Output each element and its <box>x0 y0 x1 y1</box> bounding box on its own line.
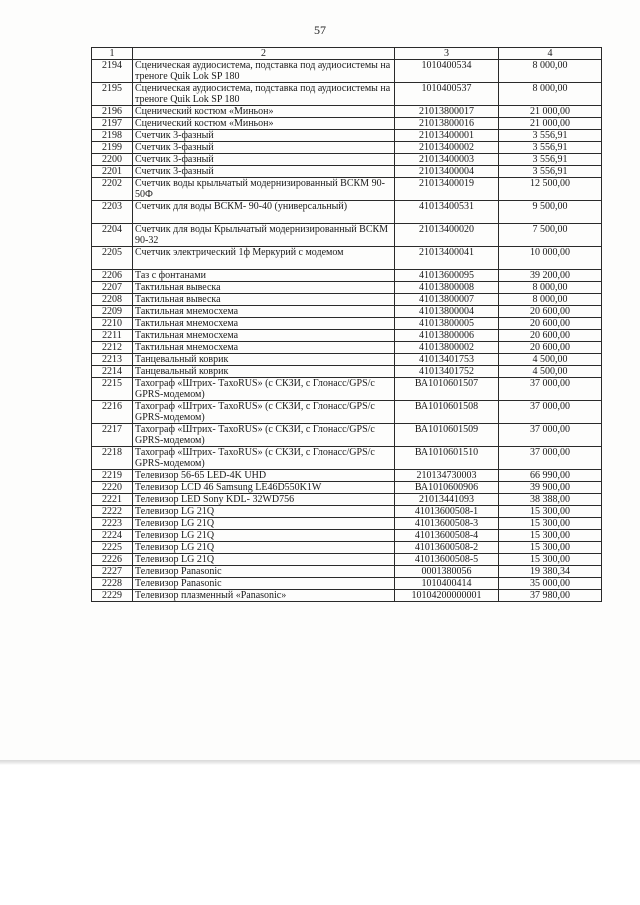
inventory-code-cell: ВА1010601510 <box>395 447 499 470</box>
row-number-cell: 2224 <box>92 530 133 542</box>
table-body <box>92 60 602 602</box>
item-value-cell: 37 980,00 <box>499 590 602 602</box>
inventory-code-cell: 10104200000001 <box>395 590 499 602</box>
item-name-cell: Счетчик для воды ВСКМ- 90-40 (универсальный) <box>133 201 395 224</box>
inventory-code-cell: 41013400531 <box>395 201 499 224</box>
inventory-code-cell: 41013401753 <box>395 354 499 366</box>
column-header-2: 2 <box>133 48 395 60</box>
table-row <box>92 447 602 470</box>
item-name-cell: Телевизор плазменный «Panasonic» <box>133 590 395 602</box>
item-value-cell: 7 500,00 <box>499 224 602 247</box>
inventory-code-cell: 21013400041 <box>395 247 499 270</box>
item-value-cell: 21 000,00 <box>499 106 602 118</box>
page-edge-shadow <box>0 760 640 765</box>
row-number-cell: 2225 <box>92 542 133 554</box>
table-row <box>92 354 602 366</box>
item-value-cell: 3 556,91 <box>499 154 602 166</box>
item-value-cell: 21 000,00 <box>499 118 602 130</box>
table-row <box>92 294 602 306</box>
item-value-cell: 15 300,00 <box>499 506 602 518</box>
item-name-cell: Телевизор Panasonic <box>133 566 395 578</box>
table-row <box>92 542 602 554</box>
row-number-cell: 2217 <box>92 424 133 447</box>
row-number-cell: 2221 <box>92 494 133 506</box>
header-row <box>92 48 602 60</box>
item-value-cell: 3 556,91 <box>499 142 602 154</box>
table-row <box>92 378 602 401</box>
row-number-cell: 2201 <box>92 166 133 178</box>
table-row <box>92 166 602 178</box>
table-row <box>92 247 602 270</box>
table-row <box>92 318 602 330</box>
page-number: 57 <box>314 23 326 37</box>
table-row <box>92 401 602 424</box>
inventory-code-cell: 41013600508-2 <box>395 542 499 554</box>
item-name-cell: Телевизор LG 21Q <box>133 518 395 530</box>
item-value-cell: 38 388,00 <box>499 494 602 506</box>
table-row <box>92 178 602 201</box>
row-number-cell: 2222 <box>92 506 133 518</box>
item-value-cell: 37 000,00 <box>499 378 602 401</box>
inventory-code-cell: 21013800016 <box>395 118 499 130</box>
item-value-cell: 15 300,00 <box>499 554 602 566</box>
item-value-cell: 3 556,91 <box>499 166 602 178</box>
item-name-cell: Телевизор LG 21Q <box>133 530 395 542</box>
inventory-code-cell: 21013400002 <box>395 142 499 154</box>
row-number-cell: 2214 <box>92 366 133 378</box>
row-number-cell: 2219 <box>92 470 133 482</box>
item-name-cell: Счетчик 3-фазный <box>133 166 395 178</box>
row-number-cell: 2195 <box>92 83 133 106</box>
row-number-cell: 2204 <box>92 224 133 247</box>
row-number-cell: 2210 <box>92 318 133 330</box>
column-header-1: 1 <box>92 48 133 60</box>
inventory-code-cell: ВА1010600906 <box>395 482 499 494</box>
table-row <box>92 342 602 354</box>
table-row <box>92 282 602 294</box>
item-name-cell: Тактильная вывеска <box>133 294 395 306</box>
item-name-cell: Телевизор LG 21Q <box>133 542 395 554</box>
item-value-cell: 35 000,00 <box>499 578 602 590</box>
table-row <box>92 578 602 590</box>
row-number-cell: 2202 <box>92 178 133 201</box>
row-number-cell: 2203 <box>92 201 133 224</box>
item-name-cell: Телевизор LG 21Q <box>133 554 395 566</box>
inventory-code-cell: 21013800017 <box>395 106 499 118</box>
item-name-cell: Танцевальный коврик <box>133 354 395 366</box>
item-name-cell: Тактильная мнемосхема <box>133 318 395 330</box>
row-number-cell: 2208 <box>92 294 133 306</box>
row-number-cell: 2206 <box>92 270 133 282</box>
item-name-cell: Счетчик 3-фазный <box>133 130 395 142</box>
item-value-cell: 39 900,00 <box>499 482 602 494</box>
row-number-cell: 2216 <box>92 401 133 424</box>
table-row <box>92 506 602 518</box>
table-row <box>92 83 602 106</box>
inventory-code-cell: 41013600508-4 <box>395 530 499 542</box>
table-row <box>92 142 602 154</box>
row-number-cell: 2209 <box>92 306 133 318</box>
item-name-cell: Счетчик 3-фазный <box>133 142 395 154</box>
item-name-cell: Тахограф «Штрих- ТахоRUS» (с СКЗИ, с Глонасс/GPS/с GPRS-модемом) <box>133 424 395 447</box>
row-number-cell: 2227 <box>92 566 133 578</box>
inventory-code-cell: 41013401752 <box>395 366 499 378</box>
item-name-cell: Тактильная мнемосхема <box>133 306 395 318</box>
item-value-cell: 19 380,34 <box>499 566 602 578</box>
row-number-cell: 2212 <box>92 342 133 354</box>
item-name-cell: Тахограф «Штрих- ТахоRUS» (с СКЗИ, с Глонасс/GPS/с GPRS-модемом) <box>133 401 395 424</box>
table-row <box>92 366 602 378</box>
inventory-code-cell: 41013800008 <box>395 282 499 294</box>
inventory-table <box>91 47 602 602</box>
inventory-code-cell: 1010400537 <box>395 83 499 106</box>
item-value-cell: 20 600,00 <box>499 342 602 354</box>
table-row <box>92 530 602 542</box>
table-row <box>92 554 602 566</box>
table-row <box>92 518 602 530</box>
item-name-cell: Тактильная вывеска <box>133 282 395 294</box>
item-name-cell: Телевизор 56-65 LED-4K UHD <box>133 470 395 482</box>
inventory-code-cell: 41013800006 <box>395 330 499 342</box>
inventory-code-cell: 21013400001 <box>395 130 499 142</box>
inventory-code-cell: 21013400019 <box>395 178 499 201</box>
inventory-code-cell: 41013600095 <box>395 270 499 282</box>
item-name-cell: Таз с фонтанами <box>133 270 395 282</box>
table-row <box>92 494 602 506</box>
row-number-cell: 2218 <box>92 447 133 470</box>
item-value-cell: 20 600,00 <box>499 306 602 318</box>
inventory-code-cell: ВА1010601507 <box>395 378 499 401</box>
row-number-cell: 2194 <box>92 60 133 83</box>
item-value-cell: 8 000,00 <box>499 60 602 83</box>
item-name-cell: Тахограф «Штрих- ТахоRUS» (с СКЗИ, с Глонасс/GPS/с GPRS-модемом) <box>133 447 395 470</box>
table-row <box>92 224 602 247</box>
item-name-cell: Телевизор Panasonic <box>133 578 395 590</box>
item-name-cell: Сценическая аудиосистема, подставка под аудиосистемы на треноге Quik Lok SP 180 <box>133 60 395 83</box>
row-number-cell: 2200 <box>92 154 133 166</box>
row-number-cell: 2213 <box>92 354 133 366</box>
row-number-cell: 2228 <box>92 578 133 590</box>
item-name-cell: Счетчик электрический 1ф Меркурий с модемом <box>133 247 395 270</box>
inventory-code-cell: 41013600508-3 <box>395 518 499 530</box>
item-value-cell: 8 000,00 <box>499 282 602 294</box>
row-number-cell: 2205 <box>92 247 133 270</box>
column-header-3: 3 <box>395 48 499 60</box>
item-value-cell: 39 200,00 <box>499 270 602 282</box>
item-value-cell: 4 500,00 <box>499 354 602 366</box>
table-row <box>92 154 602 166</box>
inventory-code-cell: 41013800002 <box>395 342 499 354</box>
inventory-code-cell: 21013400020 <box>395 224 499 247</box>
item-name-cell: Танцевальный коврик <box>133 366 395 378</box>
inventory-code-cell: 0001380056 <box>395 566 499 578</box>
row-number-cell: 2196 <box>92 106 133 118</box>
item-value-cell: 37 000,00 <box>499 401 602 424</box>
item-value-cell: 15 300,00 <box>499 542 602 554</box>
inventory-code-cell: 1010400414 <box>395 578 499 590</box>
item-value-cell: 12 500,00 <box>499 178 602 201</box>
table-row <box>92 270 602 282</box>
inventory-code-cell: ВА1010601508 <box>395 401 499 424</box>
item-name-cell: Тактильная мнемосхема <box>133 342 395 354</box>
inventory-code-cell: 210134730003 <box>395 470 499 482</box>
row-number-cell: 2199 <box>92 142 133 154</box>
item-value-cell: 10 000,00 <box>499 247 602 270</box>
table-row <box>92 424 602 447</box>
item-value-cell: 4 500,00 <box>499 366 602 378</box>
table-row <box>92 118 602 130</box>
inventory-code-cell: 1010400534 <box>395 60 499 83</box>
inventory-code-cell: 21013400004 <box>395 166 499 178</box>
item-name-cell: Счетчик воды крыльчатый модернизированный ВСКМ 90-50Ф <box>133 178 395 201</box>
item-name-cell: Телевизор LG 21Q <box>133 506 395 518</box>
table-row <box>92 130 602 142</box>
inventory-code-cell: 41013600508-5 <box>395 554 499 566</box>
item-name-cell: Счетчик для воды Крыльчатый модернизированный ВСКМ 90-32 <box>133 224 395 247</box>
item-name-cell: Сценический костюм «Миньон» <box>133 118 395 130</box>
inventory-code-cell: 21013400003 <box>395 154 499 166</box>
row-number-cell: 2211 <box>92 330 133 342</box>
item-value-cell: 3 556,91 <box>499 130 602 142</box>
item-value-cell: 20 600,00 <box>499 318 602 330</box>
item-value-cell: 37 000,00 <box>499 447 602 470</box>
item-value-cell: 37 000,00 <box>499 424 602 447</box>
row-number-cell: 2197 <box>92 118 133 130</box>
table-row <box>92 470 602 482</box>
item-value-cell: 8 000,00 <box>499 83 602 106</box>
row-number-cell: 2207 <box>92 282 133 294</box>
row-number-cell: 2215 <box>92 378 133 401</box>
inventory-code-cell: 21013441093 <box>395 494 499 506</box>
inventory-code-cell: ВА1010601509 <box>395 424 499 447</box>
item-name-cell: Сценический костюм «Миньон» <box>133 106 395 118</box>
table-row <box>92 590 602 602</box>
table-row <box>92 566 602 578</box>
table-row <box>92 201 602 224</box>
column-header-4: 4 <box>499 48 602 60</box>
item-name-cell: Тахограф «Штрих- ТахоRUS» (с СКЗИ, с Глонасс/GPS/с GPRS-модемом) <box>133 378 395 401</box>
table-row <box>92 106 602 118</box>
item-value-cell: 66 990,00 <box>499 470 602 482</box>
inventory-code-cell: 41013800005 <box>395 318 499 330</box>
item-name-cell: Тактильная мнемосхема <box>133 330 395 342</box>
item-name-cell: Счетчик 3-фазный <box>133 154 395 166</box>
table-row <box>92 330 602 342</box>
table-header <box>92 48 602 60</box>
row-number-cell: 2226 <box>92 554 133 566</box>
item-value-cell: 20 600,00 <box>499 330 602 342</box>
item-value-cell: 15 300,00 <box>499 518 602 530</box>
row-number-cell: 2229 <box>92 590 133 602</box>
item-value-cell: 15 300,00 <box>499 530 602 542</box>
item-name-cell: Телевизор LED Sony KDL- 32WD756 <box>133 494 395 506</box>
inventory-code-cell: 41013800004 <box>395 306 499 318</box>
item-value-cell: 9 500,00 <box>499 201 602 224</box>
item-name-cell: Телевизор LCD 46 Samsung LE46D550K1W <box>133 482 395 494</box>
table-row <box>92 60 602 83</box>
inventory-code-cell: 41013800007 <box>395 294 499 306</box>
inventory-code-cell: 41013600508-1 <box>395 506 499 518</box>
row-number-cell: 2220 <box>92 482 133 494</box>
item-name-cell: Сценическая аудиосистема, подставка под аудиосистемы на треноге Quik Lok SP 180 <box>133 83 395 106</box>
table-row <box>92 306 602 318</box>
row-number-cell: 2223 <box>92 518 133 530</box>
item-value-cell: 8 000,00 <box>499 294 602 306</box>
row-number-cell: 2198 <box>92 130 133 142</box>
table-row <box>92 482 602 494</box>
